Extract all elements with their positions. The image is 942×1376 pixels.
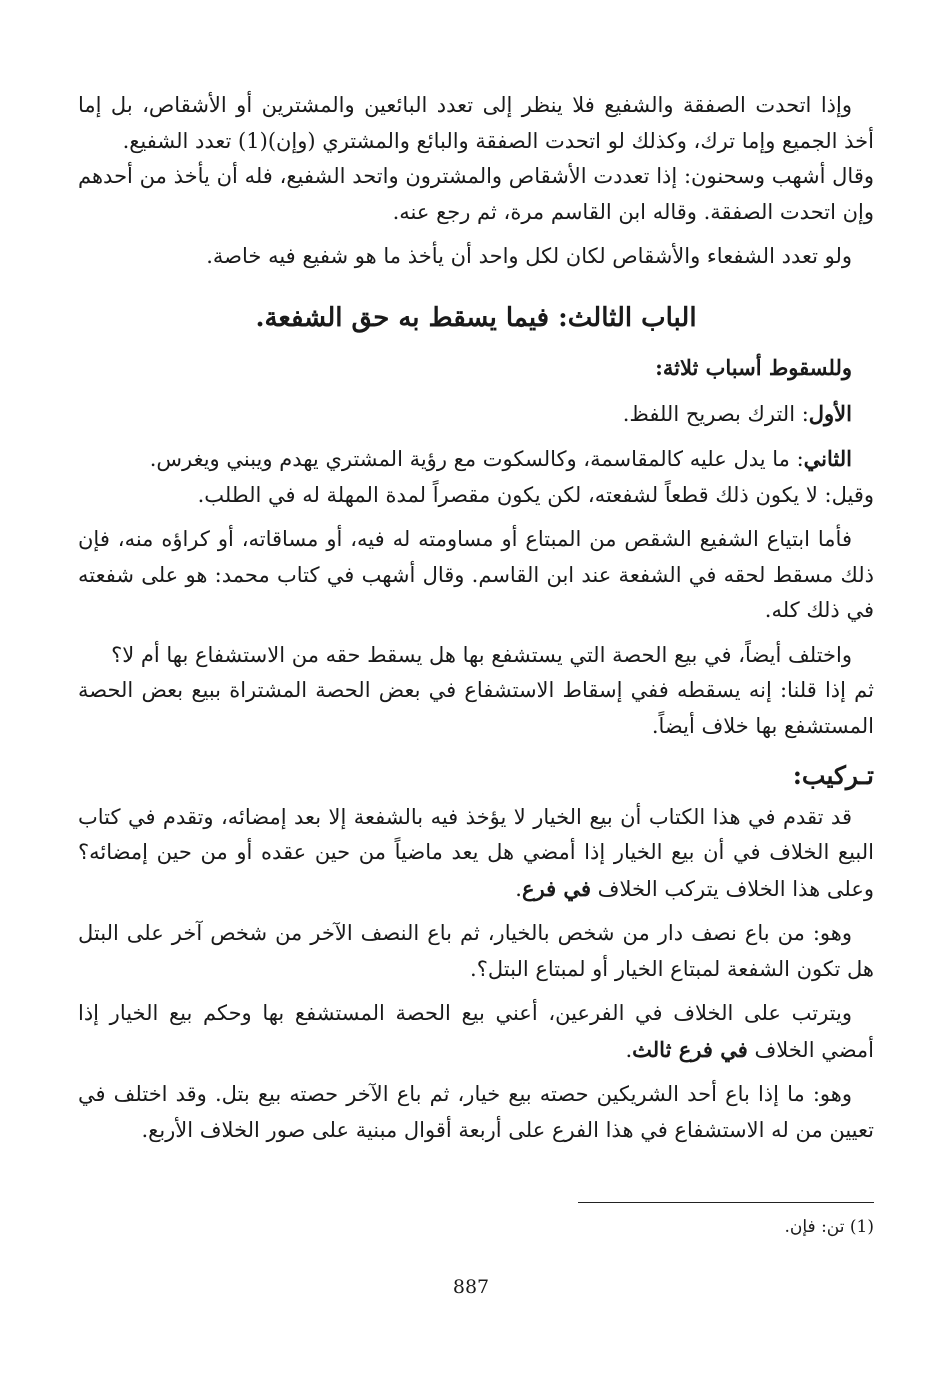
two-branches-text: ويترتب على الخلاف في الفرعين، أعني بيع الحصة المستشفع بها وحكم بيع الخيار إذا أمضي الخلاف <box>78 1001 874 1062</box>
cause-second-label: الثاني <box>803 446 852 471</box>
footnote-separator <box>578 1202 874 1203</box>
option-sale-text: قد تقدم في هذا الكتاب أن بيع الخيار لا يؤخذ فيه بالشفعة إلا بعد إمضائه، وتقدم في كتاب البيع الخلاف في أن بيع الخيار إذا أمضي هل يعد ماضياً من حين عقده أو من حين إمضائه؟ وعلى هذا الخلاف يتركب الخلاف <box>78 804 874 901</box>
two-branches-bold: في فرع ثالث <box>632 1036 748 1062</box>
page-body <box>78 88 874 1148</box>
paragraph-option-sale <box>78 800 874 908</box>
paragraph-multiple-preemptors: ولو تعدد الشفعاء والأشقاص لكان لكل واحد أن يأخذ ما هو شفيع فيه خاصة. <box>206 244 852 268</box>
cause-first <box>78 396 874 433</box>
page-number: 887 <box>452 1276 490 1298</box>
paragraph-partial-sale: ثم إذا قلنا: إنه يسقطه ففي إسقاط الاستشفاع في بعض الحصة المشتراة ببيع بعض الحصة المستشفع بها خلاف أيضاً. <box>78 678 874 738</box>
cause-second-text: : ما يدل عليه كالمقاسمة، وكالسكوت مع رؤية المشتري يهدم ويبني ويغرس. <box>149 447 804 471</box>
paragraph-two-partners: وهو: ما إذا باع أحد الشريكين حصته بيع خيار، ثم باع الآخر حصته بيع بتل. وقد اختلف في تعيين من له الاستشفاع في هذا الفرع على أربعة أقوال مبنية على صور الخلاف الأربع. <box>78 1082 874 1142</box>
two-branches-end: . <box>625 1037 633 1062</box>
footnote: (1) تن: فإن. <box>784 1217 874 1237</box>
cause-first-text: : الترك بصريح اللفظ. <box>622 401 809 426</box>
paragraph-half-house: وهو: من باع نصف دار من شخص بالخيار، ثم باع النصف الآخر من شخص آخر على البتل هل تكون الشفعة لمبتاع الخيار أو لمبتاع البتل؟. <box>78 921 874 981</box>
paragraph-sale-of-share: واختلف أيضاً، في بيع الحصة التي يستشفع بها هل يسقط حقه من الاستشفاع بها أم لا؟ <box>111 642 852 667</box>
causes-intro-text: وللسقوط أسباب ثلاثة: <box>655 355 852 380</box>
cause-second-note: وقيل: لا يكون ذلك قطعاً لشفعته، لكن يكون مقصراً لمدة المهلة له في الطلب. <box>197 482 874 507</box>
paragraph-joint-purchase: وإذا اتحدت الصفقة والشفيع فلا ينظر إلى تعدد البائعين والمشترين أو الأشقاص، بل إما أخذ الجميع وإما ترك، وكذلك لو اتحدت الصفقة والبائع والمشتري (وإن)(1) تعدد الشفيع. <box>78 93 874 153</box>
paragraph-two-branches <box>78 996 874 1068</box>
section-title: الباب الثالث: فيما يسقط به حق الشفعة. <box>255 302 697 333</box>
paragraph-purchase-from-buyer: فأما ابتياع الشفيع الشقص من المبتاع أو مساومته له فيه، أو مساقاته، أو كراؤه منه، فإن ذلك مسقط لحقه في الشفعة عند ابن القاسم. وقال أشهب في كتاب محمد: هو على شفعته في ذلك كله. <box>78 527 874 622</box>
cause-first-label: الأول <box>808 400 852 426</box>
tarkib-title: تـركيب: <box>792 761 874 790</box>
cause-second <box>78 441 874 478</box>
causes-intro <box>78 350 874 387</box>
paragraph-ashhab-sahnun: وقال أشهب وسحنون: إذا تعددت الأشقاص والمشترون واتحد الشفيع، فله أن يأخذ من أحدهم وإن اتحدت الصفقة. وقاله ابن القاسم مرة، ثم رجع عنه. <box>78 164 874 224</box>
option-sale-bold: في فرع <box>521 875 591 901</box>
option-sale-end: . <box>515 876 522 901</box>
